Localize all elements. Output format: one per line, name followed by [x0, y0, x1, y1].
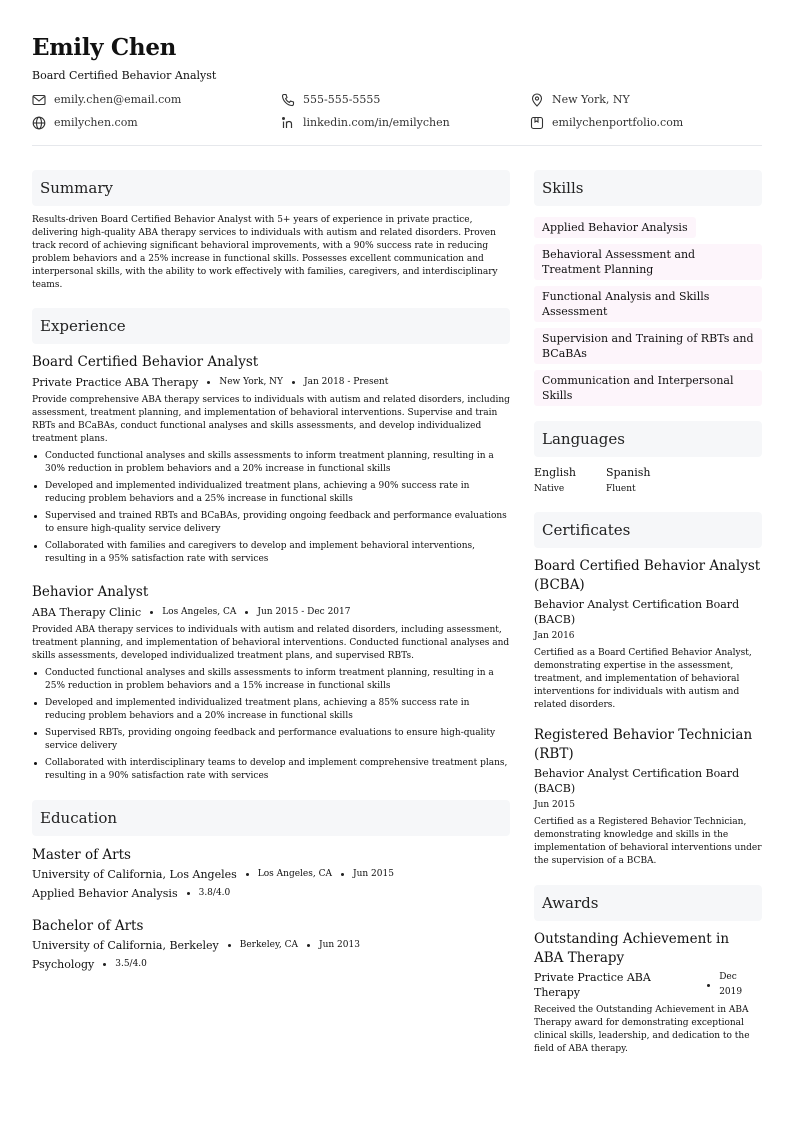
achievement-item: Collaborated with interdisciplinary teams to develop and implement comprehensive treatment plans, resulting in a 90% satisfaction rate with services [32, 757, 510, 783]
certificate-title: Board Certified Behavior Analyst (BCBA) [534, 558, 761, 593]
education-heading: Education [32, 800, 510, 836]
education-meta [32, 938, 510, 953]
award-title: Outstanding Achievement in ABA Therapy [534, 931, 730, 966]
achievement-item: Supervised and trained RBTs and BCaBAs, providing ongoing feedback and performance evaluations to ensure high-quality service delivery [32, 510, 510, 536]
separator-dot [207, 381, 210, 384]
contact-email[interactable] [32, 92, 281, 107]
contact-website[interactable] [32, 115, 281, 130]
education-entry [32, 846, 510, 901]
gpa: 3.5/4.0 [115, 959, 147, 969]
experience-heading: Experience [32, 308, 510, 344]
candidate-name: Emily Chen [32, 34, 177, 61]
language-item [606, 465, 678, 496]
award-description: Received the Outstanding Achievement in ABA Therapy award for demonstrating exceptional clinical skills, leadership, and dedication to the field of ABA therapy. [534, 1005, 750, 1054]
job-meta [32, 375, 510, 390]
skill-tag: Applied Behavior Analysis [534, 217, 696, 238]
job-achievements [32, 667, 510, 783]
separator-dot [103, 963, 106, 966]
certificate-date: Jan 2016 [534, 631, 575, 641]
achievement-item: Supervised RBTs, providing ongoing feedback and performance evaluations to ensure high-quality service delivery [32, 727, 510, 753]
certificate-entry [534, 557, 762, 712]
separator-dot [187, 892, 190, 895]
separator-dot [228, 944, 231, 947]
achievement-item: Developed and implemented individualized treatment plans, achieving a 85% success rate in reducing problem behaviors and a 20% increase in functional skills [32, 697, 510, 723]
education-entry [32, 917, 510, 972]
contact-phone[interactable] [281, 92, 530, 107]
website-text: emilychen.com [54, 116, 138, 129]
portfolio-text: emilychenportfolio.com [552, 116, 684, 129]
location-pin-icon [530, 93, 544, 107]
separator-dot [707, 984, 710, 987]
education-field [32, 957, 510, 972]
school-location: Los Angeles, CA [257, 869, 332, 879]
summary-text: Results-driven Board Certified Behavior Analyst with 5+ years of experience in private practice, delivering high-quality ABA therapy services to individuals with autism and related disorders. Proven track record of achieving significant behavioral improvements, with a 90% success rate in reducing problem behaviors and a 25% increase in functional skills. Possesses excellent communication and interpersonal skills, with the ability to work effectively with families, caregivers, and interdisciplinary teams. [32, 215, 498, 290]
languages-heading: Languages [534, 421, 762, 457]
phone-text: 555-555-5555 [303, 93, 381, 106]
contact-info [32, 92, 762, 130]
award-issuer: Private Practice ABA Therapy [534, 971, 651, 999]
job-description: Provide comprehensive ABA therapy services to individuals with autism and related disorders, including assessment, treatment planning, and implementation of behavioral interventions. Supervise and train RBTs and BCaBAs, conduct functional analyses and skills assessments, and develop individualized treatment plans. [32, 395, 510, 444]
language-item [534, 465, 606, 496]
contact-portfolio[interactable] [530, 115, 762, 130]
achievement-item: Conducted functional analyses and skills assessments to inform treatment planning, resulting in a 30% reduction in problem behaviors and a 20% increase in functional skills [32, 450, 510, 476]
job-title: Behavior Analyst [32, 584, 149, 600]
degree-title: Bachelor of Arts [32, 918, 144, 934]
certificate-title: Registered Behavior Technician (RBT) [534, 727, 753, 762]
contact-linkedin[interactable] [281, 115, 530, 130]
email-text: emily.chen@email.com [54, 93, 182, 106]
education-meta [32, 867, 510, 882]
job-meta [32, 605, 510, 620]
header-divider [32, 145, 762, 146]
awards-heading: Awards [534, 885, 762, 921]
language-level: Fluent [606, 484, 636, 494]
candidate-title: Board Certified Behavior Analyst [32, 69, 217, 82]
achievement-item: Conducted functional analyses and skills assessments to inform treatment planning, resulting in a 25% reduction in problem behaviors and a 15% increase in functional skills [32, 667, 510, 693]
certificate-issuer: Behavior Analyst Certification Board (BACB) [534, 767, 740, 795]
award-entry [534, 930, 762, 1056]
education-field [32, 886, 510, 901]
separator-dot [245, 611, 248, 614]
job-title: Board Certified Behavior Analyst [32, 354, 259, 370]
achievement-item: Developed and implemented individualized treatment plans, achieving a 90% success rate in reducing problem behaviors and a 25% increase in functional skills [32, 480, 510, 506]
mail-icon [32, 93, 46, 107]
linkedin-icon [281, 116, 295, 130]
skill-tag: Communication and Interpersonal Skills [534, 370, 762, 406]
linkedin-text: linkedin.com/in/emilychen [303, 116, 450, 129]
globe-icon [32, 116, 46, 130]
school-name: University of California, Berkeley [32, 939, 219, 952]
school-location: Berkeley, CA [239, 940, 298, 950]
job-company: Private Practice ABA Therapy [32, 376, 199, 389]
language-name: Spanish [606, 466, 651, 479]
contact-location [530, 92, 762, 107]
certificate-description: Certified as a Board Certified Behavior Analyst, demonstrating expertise in the assessment, treatment, and implementation of behavioral interventions for individuals with autism and related disorders. [534, 648, 752, 710]
award-meta [534, 970, 762, 1000]
main-column [32, 170, 510, 972]
job-dates: Jun 2015 - Dec 2017 [257, 607, 351, 617]
job-entry [32, 583, 510, 783]
award-date: Dec 2019 [719, 972, 743, 997]
job-company: ABA Therapy Clinic [32, 606, 142, 619]
language-name: English [534, 466, 576, 479]
location-text: New York, NY [552, 93, 630, 106]
field-of-study: Psychology [32, 958, 95, 971]
skill-tag: Behavioral Assessment and Treatment Planning [534, 244, 762, 280]
job-dates: Jan 2018 - Present [303, 377, 389, 387]
separator-dot [307, 944, 310, 947]
languages-list [534, 465, 762, 496]
job-location: Los Angeles, CA [162, 607, 237, 617]
separator-dot [246, 873, 249, 876]
job-entry [32, 353, 510, 566]
certificates-heading: Certificates [534, 512, 762, 548]
skill-tag: Supervision and Training of RBTs and BCaBAs [534, 328, 762, 364]
achievement-item: Collaborated with families and caregivers to develop and implement behavioral interventions, resulting in a 95% satisfaction rate with services [32, 540, 510, 566]
job-achievements [32, 450, 510, 566]
certificate-description: Certified as a Registered Behavior Technician, demonstrating knowledge and skills in the implementation of behavioral interventions under the supervision of a BCBA. [534, 817, 762, 866]
separator-dot [341, 873, 344, 876]
job-location: New York, NY [219, 377, 283, 387]
degree-title: Master of Arts [32, 847, 131, 863]
certificate-entry [534, 726, 762, 868]
graduation-date: Jun 2013 [318, 940, 360, 950]
language-level: Native [534, 484, 565, 494]
summary-heading: Summary [32, 170, 510, 206]
skills-heading: Skills [534, 170, 762, 206]
separator-dot [150, 611, 153, 614]
school-name: University of California, Los Angeles [32, 868, 237, 881]
field-of-study: Applied Behavior Analysis [32, 887, 178, 900]
certificate-date: Jun 2015 [534, 800, 575, 810]
skills-list [534, 216, 762, 406]
job-description: Provided ABA therapy services to individuals with autism and related disorders, including assessment, treatment planning, and implementation of behavioral interventions. Conducted functional analyses and skills assessments, developed individualized treatment plans, and supervised RBTs. [32, 625, 510, 661]
certificate-issuer: Behavior Analyst Certification Board (BACB) [534, 598, 740, 626]
separator-dot [292, 381, 295, 384]
phone-icon [281, 93, 295, 107]
gpa: 3.8/4.0 [198, 888, 231, 898]
portfolio-icon [530, 116, 544, 130]
sidebar-column [534, 170, 762, 1056]
skill-tag: Functional Analysis and Skills Assessment [534, 286, 762, 322]
resume-header [32, 34, 762, 130]
graduation-date: Jun 2015 [352, 869, 394, 879]
